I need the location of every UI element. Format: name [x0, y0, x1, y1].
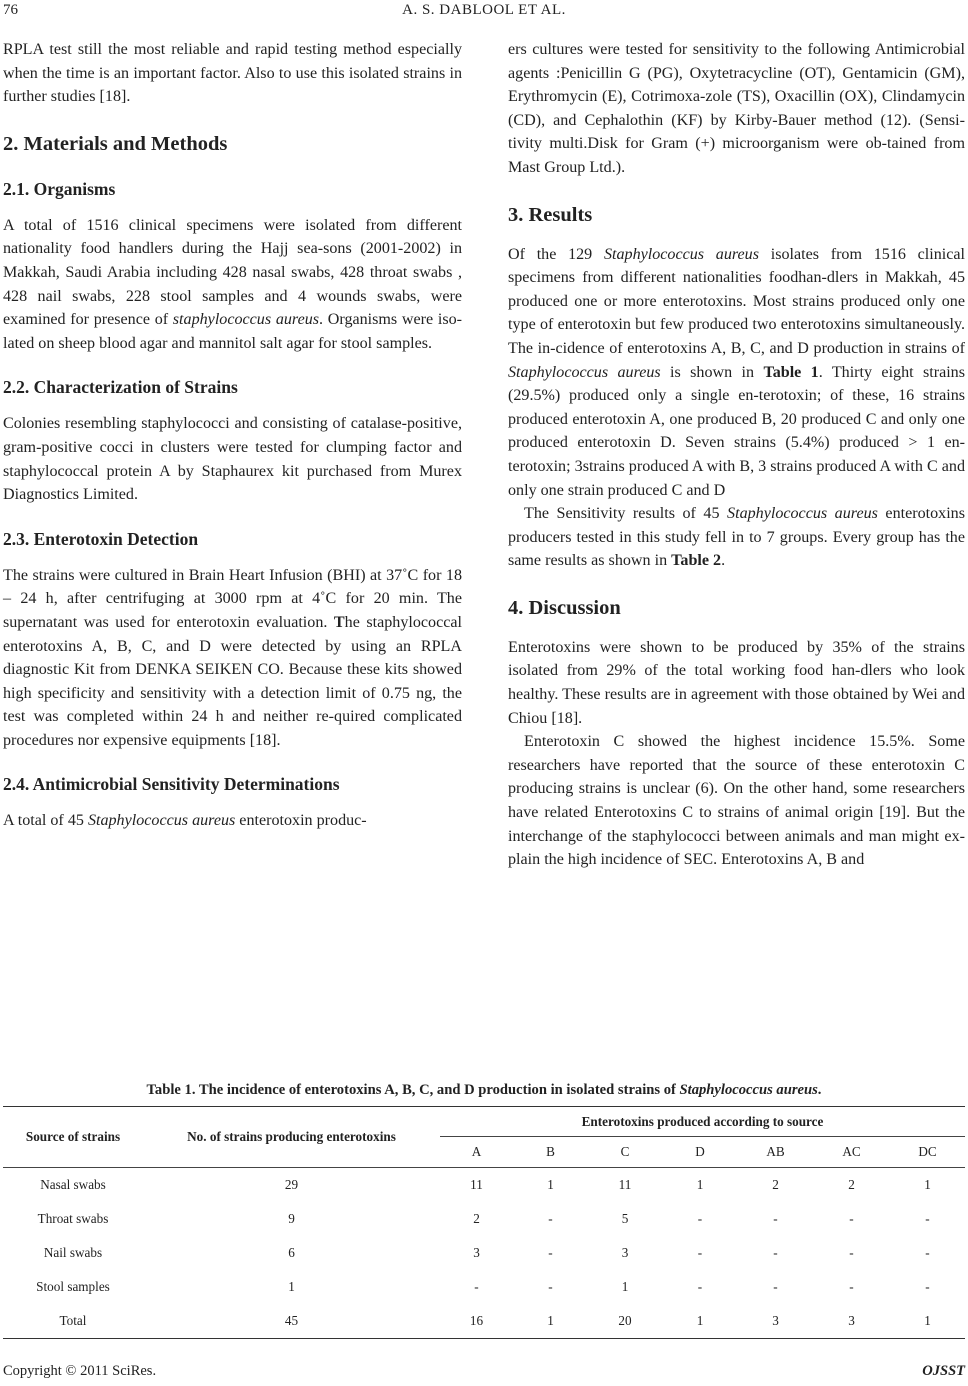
table-cell: 2	[772, 1177, 779, 1192]
table-header-source: Source of strains	[3, 1107, 143, 1168]
table-cell: 11	[618, 1177, 632, 1192]
table-row-total	[3, 1304, 965, 1339]
table-cell: 45	[143, 1304, 440, 1339]
right-column	[508, 38, 965, 872]
table-cell: -	[474, 1279, 479, 1294]
discussion-paragraph-2: Enterotoxin C showed the highest incidence 15.5%. Some researchers have reported that the source of these enterotoxin C producing strains is unclear (6). On the other hand, some researchers have related Enterotoxins C to strains of animal origin [19]. But the interchange of the staphylococci between animals and man might ex-plain the high incidence of SEC. Enterotoxins A, B and	[508, 733, 965, 869]
table-header-group: Enterotoxins produced according to source	[440, 1107, 965, 1137]
copyright-notice: Copyright © 2011 SciRes.	[3, 1363, 157, 1379]
subsection-heading-characterization: 2.2. Characterization of Strains	[3, 377, 238, 398]
table-cell: -	[697, 1245, 703, 1260]
table-cell: Nail swabs	[43, 1245, 103, 1260]
table-cell: -	[849, 1245, 854, 1260]
discussion-paragraph-1: Enterotoxins were shown to be produced by 35% of the strains isolated from 29% of the total working food han-dlers who look healthy. These results are in agreement with those obtained by Wei and Chiou [18].	[508, 638, 965, 727]
running-head: A. S. DABLOOL ET AL.	[402, 2, 566, 18]
table-cell: 1	[547, 1177, 554, 1192]
organisms-paragraph: A total of 1516 clinical specimens were isolated from different nationality food handlers during the Hajj sea-sons (2001-2002) in Makkah, Saudi Arabia including 428 nasal swabs, 428 throat swabs , 428 nail swabs, 228 stool samples and 4 wounds swabs, were examined for presence of staphylococcus aureus. Organisms were iso-lated on sheep blood agar and mannitol salt agar for stool samples.	[3, 216, 462, 352]
table-cell: Total	[3, 1304, 143, 1339]
table-cell: Throat swabs	[37, 1211, 109, 1226]
table-subheader: D	[662, 1137, 738, 1168]
table-cell: 1	[696, 1177, 704, 1192]
table-subheader: AC	[813, 1137, 890, 1168]
table-cell: -	[697, 1211, 703, 1226]
table-cell: 1	[662, 1304, 738, 1339]
table-cell: -	[773, 1279, 778, 1294]
left-column	[3, 38, 462, 833]
table-cell: 6	[288, 1245, 295, 1260]
table-cell: 5	[621, 1211, 629, 1226]
table-cell: -	[548, 1211, 553, 1226]
enterotoxin-detection-paragraph: The strains were cultured in Brain Heart Infusion (BHI) at 37˚C for 18 – 24 h, after centrifuging at 3000 rpm at 4˚C for 20 min. The supernatant was used for enterotoxin evaluation. The staphylococcal enterotoxins A, B, C, and D were detected by using an RPLA diagnostic Kit from DENKA SEIKEN CO. Because these kits showed high specificity and sensitivity with a detection limit of 0.75 ng, the test was completed within 24 h and neither re-quired complicated procedures nor expensive equipments [18].	[3, 566, 463, 749]
table-cell: 29	[284, 1177, 299, 1192]
table-subheader: AB	[738, 1137, 813, 1168]
page-footer	[3, 1363, 965, 1380]
table-cell: Nasal swabs	[40, 1177, 106, 1192]
table-cell: 1	[890, 1304, 965, 1339]
table-cell: 11	[470, 1177, 483, 1192]
page-number: 76	[3, 2, 18, 18]
antimicrobial-continued-paragraph: ers cultures were tested for sensitivity to the following Antimicrobial agents :Penicillin G (PG), Oxytetracycline (OT), Gentamicin (GM), Erythromycin (E), Cotrimoxa-zole (TS), Oxacillin (OX), Clindamycin (CD), and Cephalothin (KF) by Kirby-Bauer method (12). (Sensi-tivity multi.Disk for Gram (+) microorganism were ob-tained from Mast Group Ltd.).	[508, 41, 965, 176]
table-subheader: DC	[890, 1137, 965, 1168]
section-heading-discussion: 4. Discussion	[508, 596, 621, 619]
table-cell: 1	[924, 1177, 931, 1192]
subsection-heading-organisms: 2.1. Organisms	[3, 178, 116, 199]
table-row	[3, 1270, 965, 1304]
table-cell: 1	[288, 1279, 295, 1294]
table-cell: 9	[288, 1211, 295, 1226]
table-cell: -	[849, 1279, 854, 1294]
table-cell: 20	[588, 1304, 662, 1339]
table-row	[3, 1236, 965, 1270]
table-cell: -	[773, 1245, 778, 1260]
section-heading-materials-methods: 2. Materials and Methods	[3, 132, 228, 155]
table-cell: -	[548, 1279, 553, 1294]
table-1-caption: Table 1. The incidence of enterotoxins A, B, C, and D production in isolated strains of Staphylococcus aureus.	[146, 1082, 822, 1098]
table-cell: 3	[473, 1245, 480, 1260]
table-cell: -	[925, 1279, 930, 1294]
table-subheader: A	[440, 1137, 513, 1168]
table-row	[3, 1168, 965, 1203]
journal-name: OJSST	[922, 1363, 965, 1379]
results-paragraph-2: The Sensitivity results of 45 Staphylococcus aureus enterotoxins producers tested in this study fell in to 7 groups. Every group has the same results as shown in Table 2.	[508, 505, 965, 570]
table-cell: -	[925, 1245, 930, 1260]
table-cell: 3	[813, 1304, 890, 1339]
page-header	[0, 0, 968, 24]
section-heading-results: 3. Results	[508, 203, 593, 226]
table-subheader: C	[588, 1137, 662, 1168]
characterization-paragraph: Colonies resembling staphylococci and consisting of catalase-positive, gram-positive cocci in clusters were tested for clumping factor and staphylococcal protein A by Staphaurex kit purchased from Murex Diagnostics Limited.	[3, 415, 462, 504]
table-cell: 16	[440, 1304, 513, 1339]
subsection-heading-antimicrobial: 2.4. Antimicrobial Sensitivity Determinations	[3, 774, 340, 795]
table-header-count: No. of strains producing enterotoxins	[143, 1107, 440, 1168]
antimicrobial-paragraph: A total of 45 Staphylococcus aureus enterotoxin produc-	[3, 812, 367, 830]
intro-paragraph: RPLA test still the most reliable and rapid testing method especially when the time is an important factor. Also to use this isolated strains in further studies [18].	[3, 41, 462, 106]
table-row	[3, 1202, 965, 1236]
table-cell: 1	[513, 1304, 588, 1339]
table-1	[3, 1106, 965, 1339]
table-cell: Stool samples	[36, 1279, 110, 1294]
subsection-heading-enterotoxin-detection: 2.3. Enterotoxin Detection	[3, 528, 199, 549]
table-cell: -	[925, 1211, 930, 1226]
table-cell: 1	[621, 1279, 629, 1294]
table-cell: 2	[473, 1211, 480, 1226]
table-subheader: B	[513, 1137, 588, 1168]
table-cell: 3	[738, 1304, 813, 1339]
table-cell: -	[773, 1211, 778, 1226]
table-cell: -	[849, 1211, 854, 1226]
table-cell: -	[697, 1279, 703, 1294]
table-cell: -	[548, 1245, 553, 1260]
table-cell: 3	[621, 1245, 629, 1260]
table-cell: 2	[848, 1177, 855, 1192]
results-paragraph-1: Of the 129 Staphylococcus aureus isolates from 1516 clinical specimens from different nationalities foodhan-dlers in Makkah, 45 produced one or more enterotoxins. Most strains produced only one type of enterotoxin but few produced two enterotoxins simultaneously. The in-cidence of enterotoxins A, B, C, and D production in strains of Staphylococcus aureus is shown in Table 1. Thirty eight strains (29.5%) produced only a single en-terotoxin; of these, 16 strains produced enterotoxin A, one produced B, 20 produced C and only one produced enterotoxin D. Seven strains (5.4%) produced > 1 en-terotoxin; 3strains produced A with B, 3 strains produced A with C and only one strain produced C and D	[508, 245, 965, 499]
